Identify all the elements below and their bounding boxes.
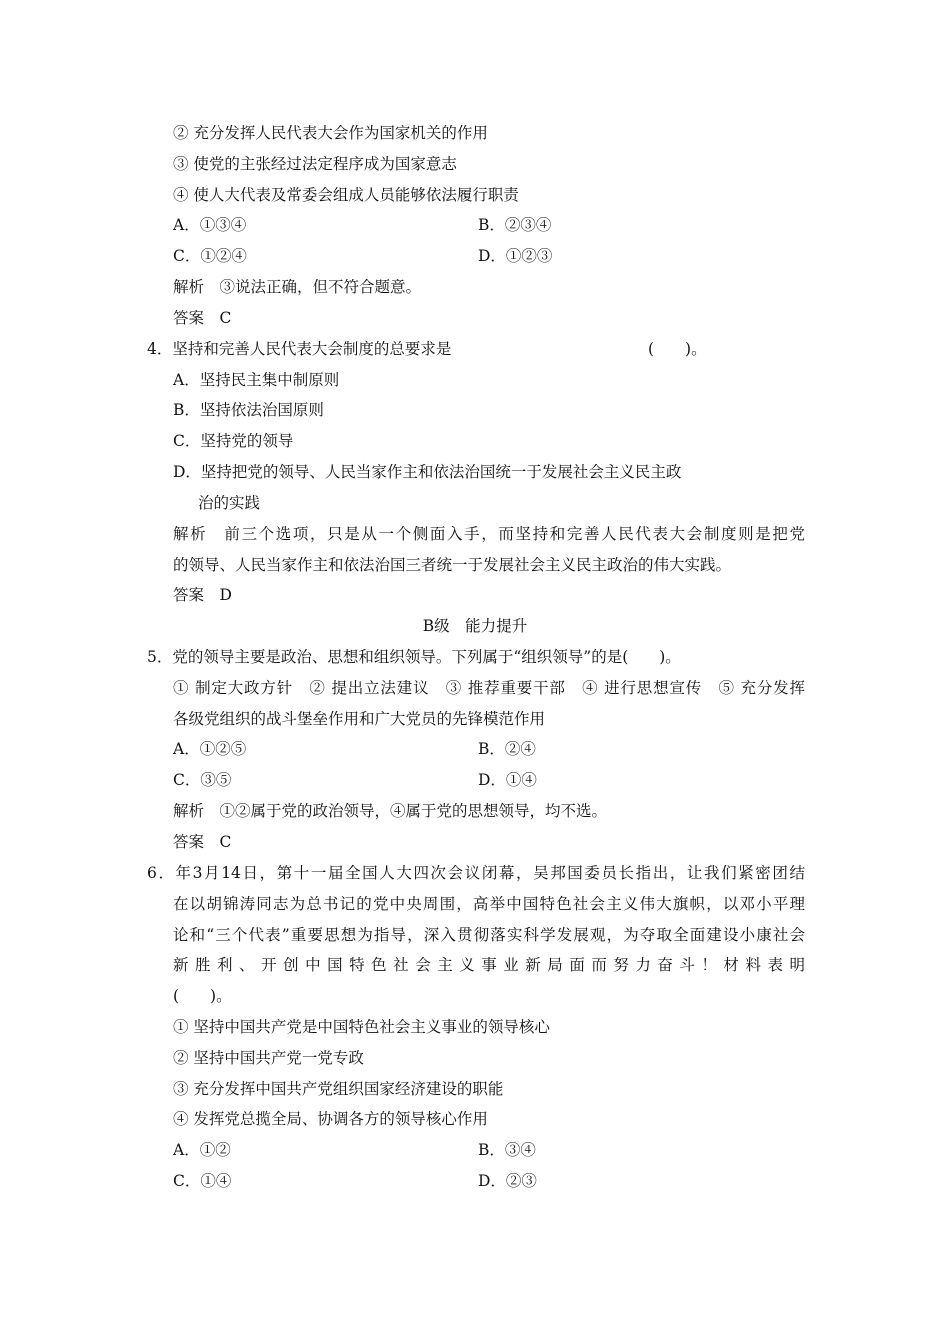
q6-item-1: ① 坚持中国共产党是中国特色社会主义事业的领导核心	[173, 1018, 550, 1036]
q5-answer: 答案 C	[173, 833, 232, 851]
q3-analysis: 解析 ③说法正确，但不符合题意。	[173, 278, 422, 296]
q6-stem-line3: 论和“三个代表”重要思想为指导，深入贯彻落实科学发展观，为夺取全面建设小康社会	[173, 926, 805, 944]
q6-option-b: B．③④	[478, 1141, 536, 1159]
q5-option-c: C．③⑤	[173, 771, 232, 789]
q4-answer: 答案 D	[173, 586, 232, 604]
q5-analysis: 解析 ①②属于党的政治领导，④属于党的思想领导，均不选。	[173, 802, 608, 820]
q5-items-line1: ① 制定大政方针 ② 提出立法建议 ③ 推荐重要干部 ④ 进行思想宣传 ⑤ 充分发挥	[173, 679, 805, 697]
q3-item-4: ④ 使人大代表及常委会组成人员能够依法履行职责	[173, 186, 519, 204]
q6-stem-line5: ( )。	[173, 987, 232, 1005]
q6-option-d: D．②③	[478, 1172, 537, 1190]
q6-option-a: A．①②	[173, 1141, 231, 1159]
q3-option-c: C．①②④	[173, 247, 247, 265]
q3-option-a: A．①③④	[173, 216, 247, 234]
q5-option-b: B．②④	[478, 740, 536, 758]
q6-stem-line1: 6．年3月14日，第十一届全国人大四次会议闭幕，吴邦国委员长指出，让我们紧密团结	[147, 864, 805, 882]
q4-stem: 4．坚持和完善人民代表大会制度的总要求是	[147, 340, 452, 358]
q5-option-d: D．①④	[478, 771, 537, 789]
q6-stem-line4: 新胜利、开创中国特色社会主义事业新局面而努力奋斗！材料表明	[173, 956, 805, 974]
q4-option-b: B．坚持依法治国原则	[173, 401, 324, 419]
q3-item-2: ② 充分发挥人民代表大会作为国家机关的作用	[173, 124, 488, 142]
q6-item-4: ④ 发挥党总揽全局、协调各方的领导核心作用	[173, 1110, 488, 1128]
q3-answer: 答案 C	[173, 309, 232, 327]
q3-option-d: D．①②③	[478, 247, 553, 265]
q4-option-d-line1: D．坚持把党的领导、人民当家作主和依法治国统一于发展社会主义民主政	[173, 463, 682, 481]
q5-stem: 5．党的领导主要是政治、思想和组织领导。下列属于“组织领导”的是( )。	[147, 648, 681, 666]
q5-option-a: A．①②⑤	[173, 740, 247, 758]
q5-items-line2: 各级党组织的战斗堡垒作用和广大党员的先锋模范作用	[173, 710, 546, 728]
q4-option-a: A．坚持民主集中制原则	[173, 371, 340, 389]
section-heading: B级 能力提升	[422, 617, 528, 635]
q6-option-c: C．①④	[173, 1172, 232, 1190]
q6-item-3: ③ 充分发挥中国共产党组织国家经济建设的职能	[173, 1080, 504, 1098]
q6-item-2: ② 坚持中国共产党一党专政	[173, 1049, 364, 1067]
q4-option-d-line2: 治的实践	[198, 494, 261, 512]
q6-stem-line2: 在以胡锦涛同志为总书记的党中央周围，高举中国特色社会主义伟大旗帜，以邓小平理	[173, 895, 805, 913]
q4-option-c: C．坚持党的领导	[173, 432, 294, 450]
q4-analysis-line2: 的领导、人民当家作主和依法治国三者统一于发展社会主义民主政治的伟大实践。	[173, 556, 732, 574]
q4-analysis-line1: 解析 前三个选项，只是从一个侧面入手，而坚持和完善人民代表大会制度则是把党	[173, 525, 805, 543]
q4-blank: ( )。	[648, 340, 707, 358]
q3-option-b: B．②③④	[478, 216, 552, 234]
q3-item-3: ③ 使党的主张经过法定程序成为国家意志	[173, 155, 457, 173]
